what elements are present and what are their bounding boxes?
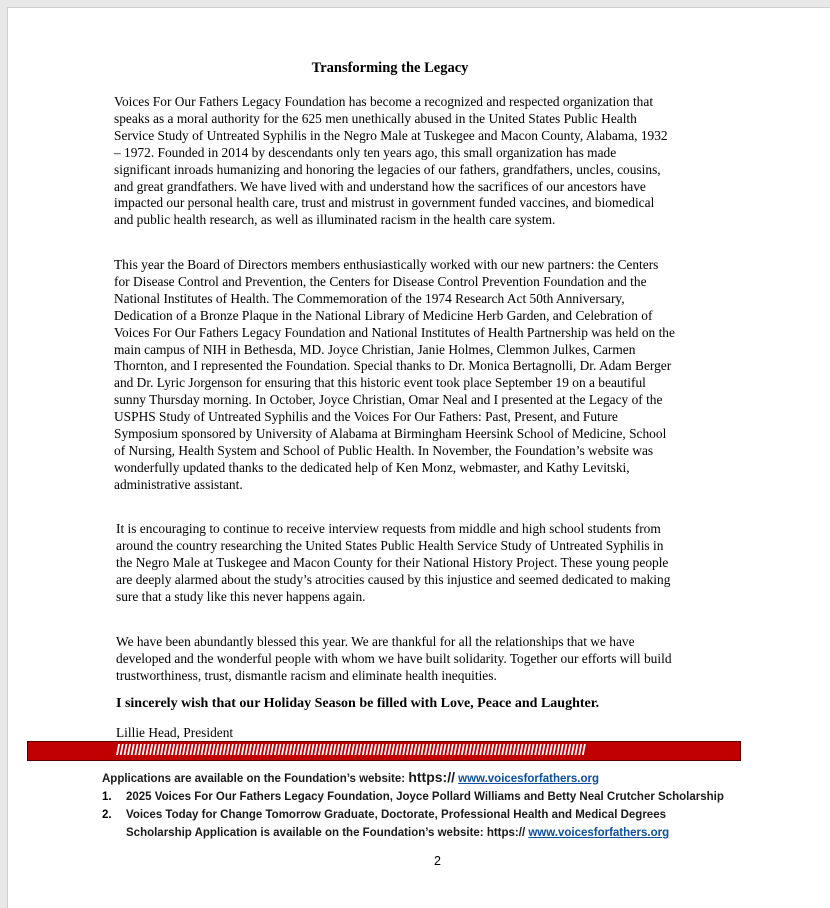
applications-intro-prefix: https:// bbox=[408, 769, 455, 785]
applications-intro-text: Applications are available on the Foundation’s website: bbox=[102, 773, 406, 785]
paragraph-blessed: We have been abundantly blessed this year. We are thankful for all the relationships that we have developed and the wonderful people with whom we have built solidarity. Together our efforts will build trustworthiness, trust, dismantle racism and eliminate health inequities. bbox=[116, 634, 672, 683]
paragraph-board: This year the Board of Directors members enthusiastically worked with our new partners: the Centers for Disease Control and Prevention, the Centers for Disease Control Prevention Foundation and the National Institutes of Health. The Commemoration of the 1974 Research Act 50th Anniversary, Dedication of a Bronze Plaque in the National Library of Medicine Herb Garden, and Celebration of Voices For Our Fathers Legacy Foundation and National Institutes of Health Partnership was held on the main campus of NIH in Bethesda, MD. Joyce Christian, Janie Holmes, Clemmon Julkes, Carmen Thornton, and I represented the Foundation. Special thanks to Dr. Monica Bertagnolli, Dr. Adam Berger and Dr. Lyric Jorgenson for ensuring that this historic event took place September 19 on a beautiful sunny Thursday morning. In October, Joyce Christian, Omar Neal and I presented at the Legacy of the USPHS Study of Untreated Syphilis and the Voices For Our Fathers: Past, Present, and Future Symposium sponsored by University of Alabama at Birmingham Heersink School of Medicine, School of Nursing, Health System and School of Public Health. In November, the Foundation’s website was wonderfully updated thanks to the dedicated help of Ken Monz, webmaster, and Kathy Levitski, administrative assistant. bbox=[114, 257, 675, 492]
signature: Lillie Head, President bbox=[116, 725, 234, 740]
list-item-number: 2. bbox=[102, 809, 112, 821]
page-number: 2 bbox=[434, 854, 441, 868]
list-item-scholarship: 2025 Voices For Our Fathers Legacy Foundation, Joyce Pollard Williams and Betty Neal Crutcher Scholarship bbox=[126, 791, 724, 803]
paragraph-intro: Voices For Our Fathers Legacy Foundation has become a recognized and respected organization that speaks as a moral authority for the 625 men unethically abused in the United States Public Health Service Study of Untreated Syphilis in the Negro Male at Tuskegee and Macon County, Alabama, 1932 – 1972. Founded in 2014 by descendants only ten years ago, this small organization has made significant inroads humanizing and honoring the legacies of our fathers, grandfathers, uncles, cousins, and great grandfathers. We have lived with and understand how the sacrifices of our ancestors have impacted our personal health care, trust and mistrust in government funded vaccines, and biomedical and public health research, as well as illuminated racism in the health care system. bbox=[114, 94, 668, 228]
decorative-banner: //////////////////////////////////////////////////////////////////////////////////////////////////////////////////////////////// bbox=[27, 741, 741, 761]
list-item-number: 1. bbox=[102, 791, 112, 803]
document-page bbox=[7, 7, 830, 908]
website-link-2[interactable]: www.voicesforfathers.org bbox=[528, 827, 670, 839]
list-item-graduate: Voices Today for Change Tomorrow Graduate, Doctorate, Professional Health and Medical Degrees bbox=[126, 809, 666, 821]
list-item-graduate-line2 bbox=[126, 827, 669, 839]
document-title: Transforming the Legacy bbox=[311, 60, 469, 76]
applications-intro bbox=[102, 769, 599, 785]
website-link[interactable]: www.voicesforfathers.org bbox=[458, 773, 599, 785]
closing-wish: I sincerely wish that our Holiday Season be filled with Love, Peace and Laughter. bbox=[116, 696, 600, 711]
graduate-application-text: Scholarship Application is available on the Foundation’s website: https:// bbox=[126, 827, 526, 839]
paragraph-students: It is encouraging to continue to receive interview requests from middle and high school students from around the country researching the United States Public Health Service Study of Untreated Syphilis in the Negro Male at Tuskegee and Macon County for their National History Project. These young people are deeply alarmed about the study’s atrocities caused by this injustice and seemed dedicated to making sure that a study like this never happens again. bbox=[116, 521, 671, 604]
